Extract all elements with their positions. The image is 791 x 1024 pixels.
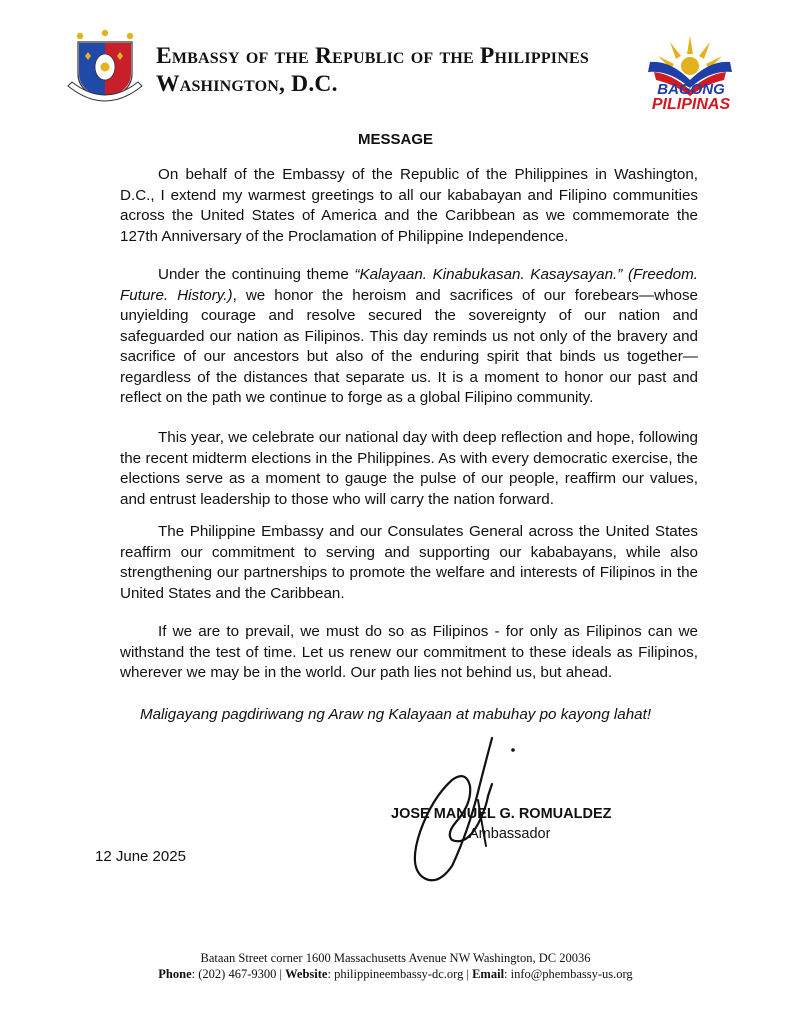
embassy-city: Washington, D.C. [156,71,338,97]
phone-label: Phone [158,967,192,981]
paragraph-2 [120,265,698,409]
message-title: MESSAGE [357,131,433,148]
signatory-name: JOSE MANUEL G. ROMUALDEZ [391,806,612,822]
logo-line-1: BAGONG [657,81,725,98]
paragraph-5: If we are to prevail, we must do so as Filipinos - for only as Filipinos can we withstand the test of time. Let us renew our commitment to these ideals as Filipinos, wherever we may be in the world. Our path lies not behind us, but ahead. [120,623,698,681]
theme-quote: “Kalayaan. Kinabukasan. Kasaysayan.” (Freedom. Future. History.) [120,266,698,304]
logo-line-2: PILIPINAS [651,96,731,113]
bagong-pilipinas-wordmark [636,82,746,112]
paragraph-3: This year, we celebrate our national day with deep reflection and hope, following the recent midterm elections in the Philippines. As with every democratic exercise, the elections serve as a moment to gauge the pulse of our people, reaffirm our values, and entrust leadership to those who will carry the nation forward. [120,429,698,508]
embassy-name: Embassy of the Republic of the Philippines [156,43,589,69]
footer-contacts [0,966,791,982]
closing-greeting: Maligayang pagdiriwang ng Araw ng Kalayaan at mabuhay po kayong lahat! [139,706,652,723]
email-label: Email [472,967,505,981]
footer-address: Bataan Street corner 1600 Massachusetts Avenue NW Washington, DC 20036 [200,951,591,965]
paragraph-1: On behalf of the Embassy of the Republic of the Philippines in Washington, D.C., I extend my warmest greetings to all our kababayan and Filipino communities across the United States of America and the Caribbean as we commemorate the 127th Anniversary of the Proclamation of Philippine Independence. [120,166,698,245]
paragraph-2-intro: Under the continuing theme [158,266,355,283]
embassy-header [156,42,589,98]
signatory-title: Ambassador [469,826,551,842]
footer [0,950,791,982]
website-label: Website [285,967,328,981]
phone-value: : (202) 467-9300 | [191,967,286,981]
handwritten-signature [396,728,536,886]
website-value: : philippineembassy-dc.org | [327,967,473,981]
email-value: : info@phembassy-us.org [504,967,633,981]
paragraph-2-body: , we honor the heroism and sacrifices of our forebears—whose unyielding courage and resolve secured the sovereignty of our nation and safeguarded our nation as Filipinos. This day reminds us not only of the bravery and sacrifice of our ancestors but also of the enduring spirit that binds us together—regardless of the distances that separate us. It is a moment to honor our past and reflect on the path we continue to forge as a global Filipino community. [120,286,698,406]
letter-date: 12 June 2025 [95,848,186,865]
philippine-seal-icon [66,28,144,110]
paragraph-4: The Philippine Embassy and our Consulates General across the United States reaffirm our commitment to serving and supporting our kababayans, while also strengthening our partnerships to promote the welfare and interests of Filipinos in the United States and the Caribbean. [120,523,698,602]
